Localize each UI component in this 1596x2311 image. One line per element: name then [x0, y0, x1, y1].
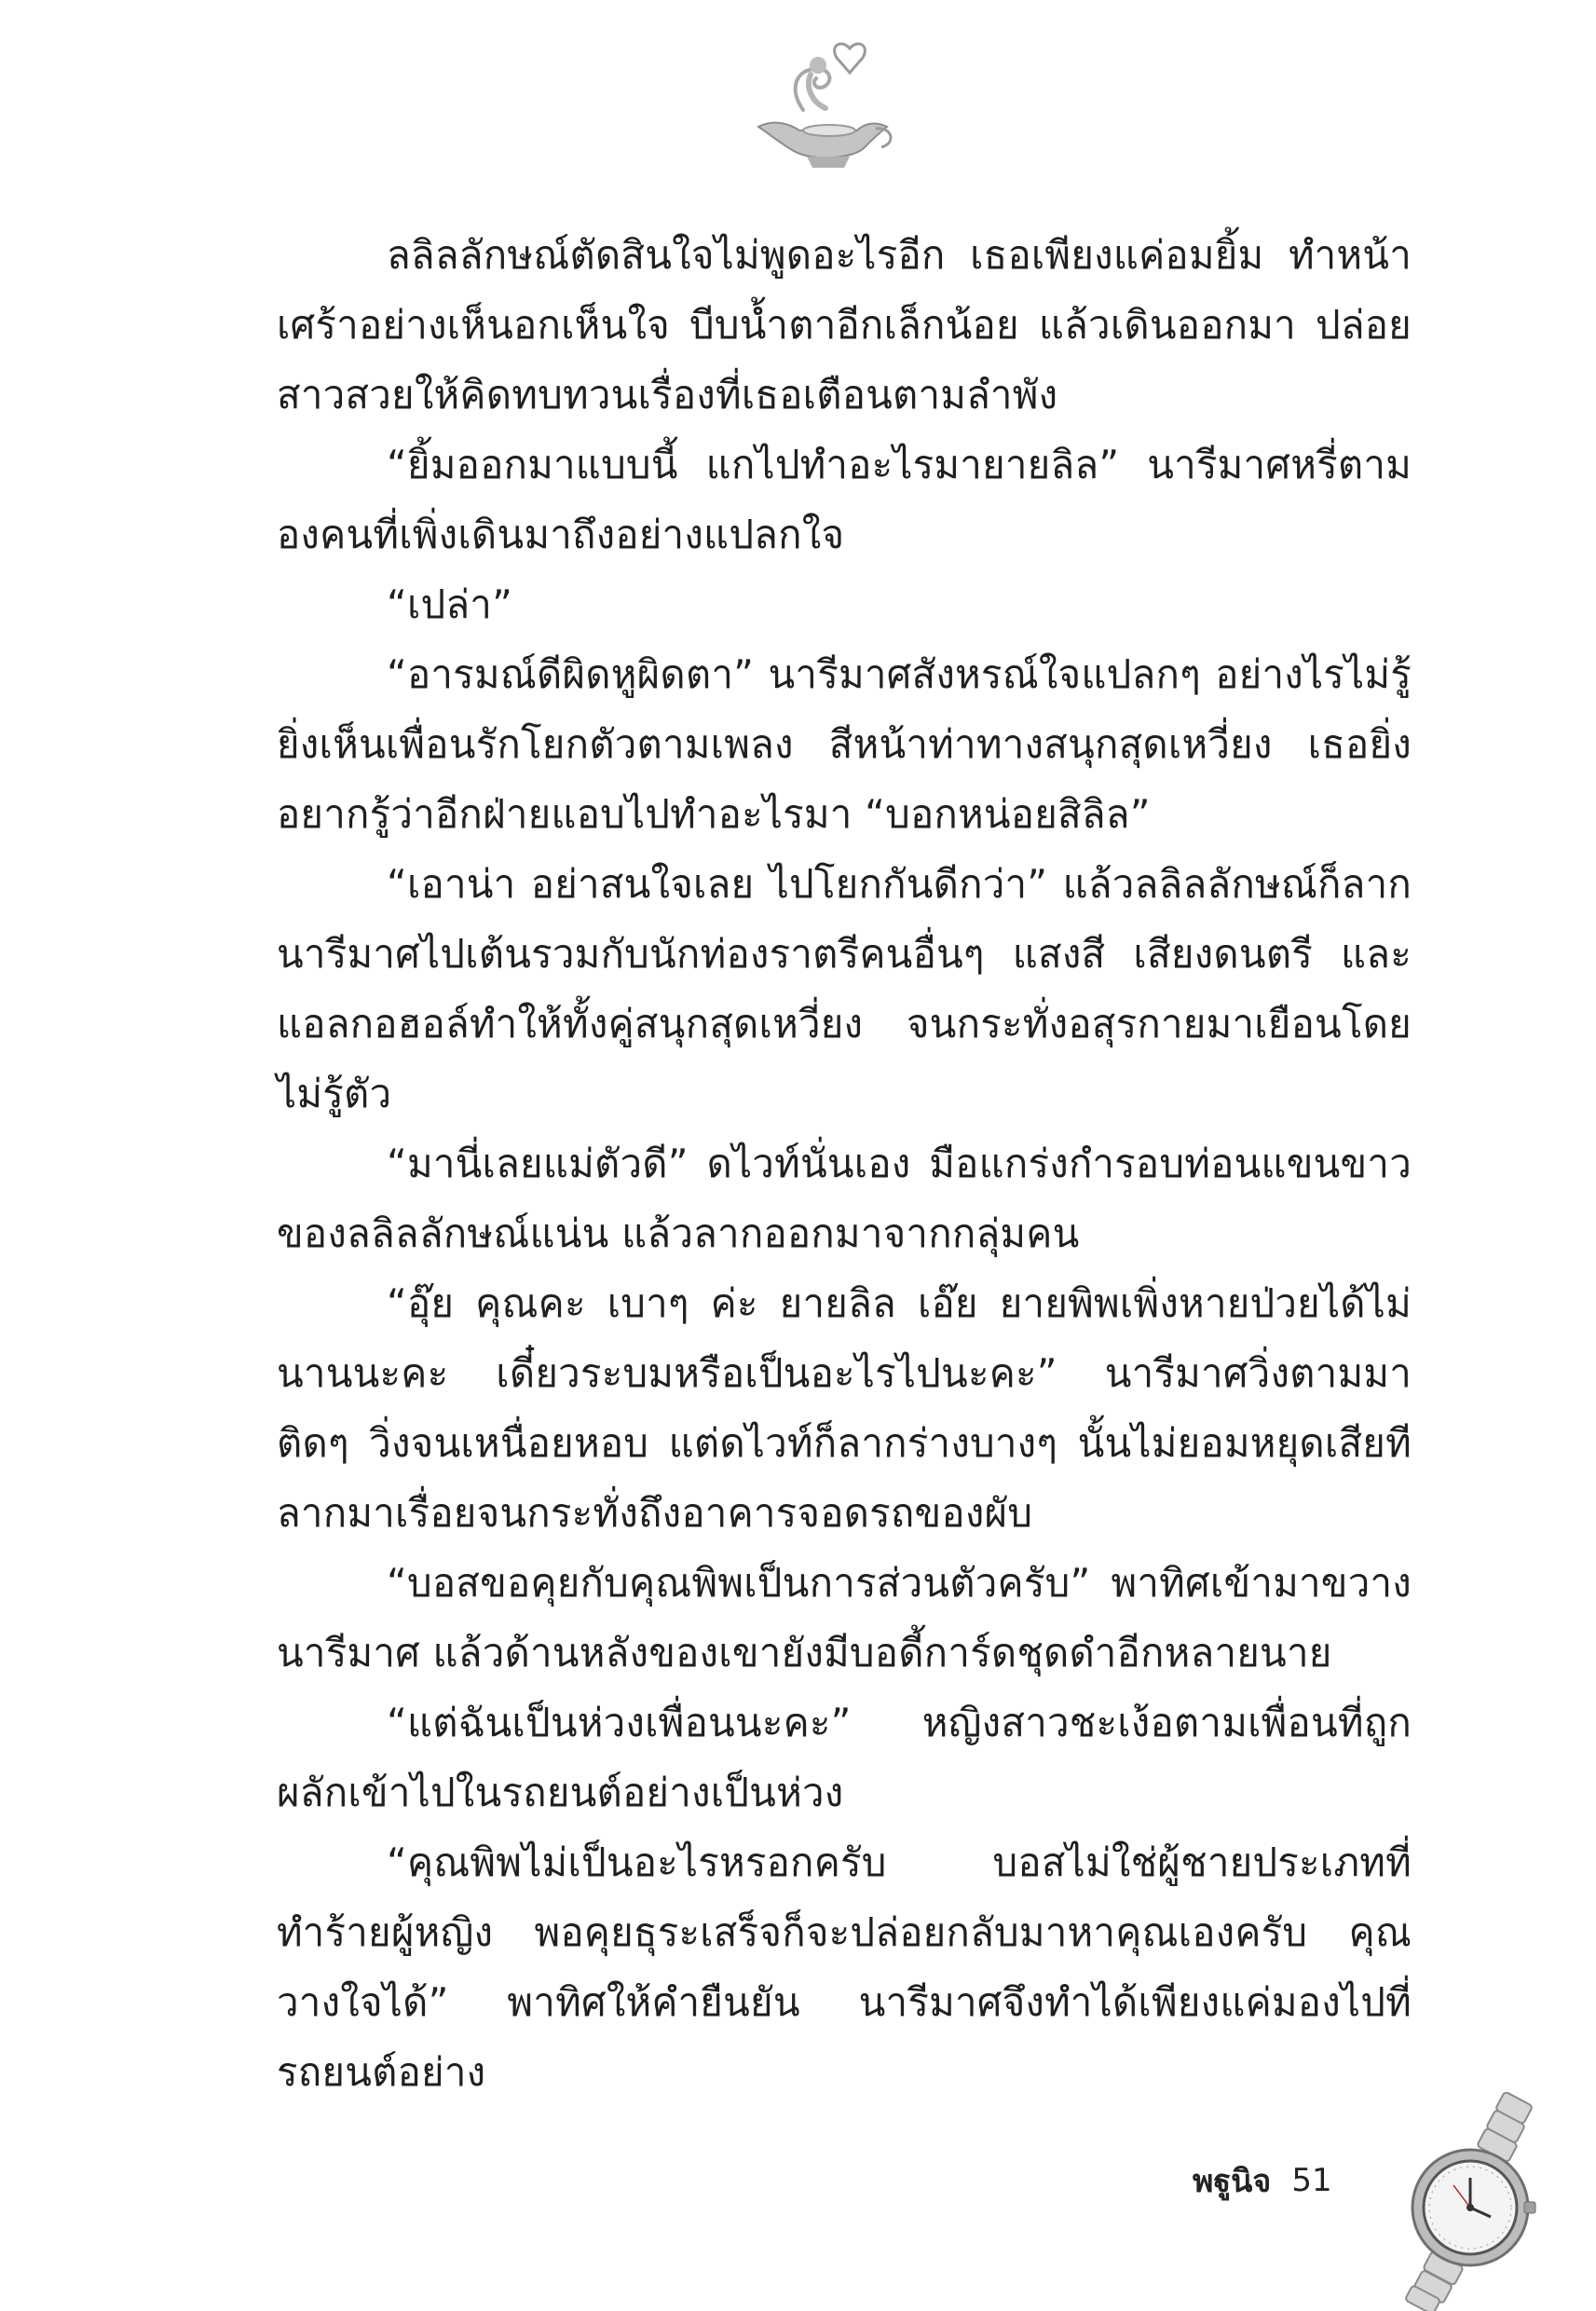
paragraph: ลลิลลักษณ์ตัดสินใจไม่พูดอะไรอีก เธอเพียงแค่อมยิ้ม ทำหน้าเศร้าอย่างเห็นอกเห็นใจ บีบน้ำตาอีกเล็กน้อย แล้วเดินออกมา ปล่อยสาวสวยให้คิดทบทวนเรื่องที่เธอเตือนตามลำพัง — [277, 232, 1412, 417]
wristwatch-icon — [1388, 2092, 1565, 2311]
body-text — [277, 220, 1412, 2107]
paragraph: “ยิ้มออกมาแบบนี้ แกไปทำอะไรมายายลิล” นารีมาศหรี่ตามองคนที่เพิ่งเดินมาถึงอย่างแปลกใจ — [277, 442, 1412, 557]
book-title: พฐูนิจ — [1193, 2163, 1272, 2200]
paragraph: “บอสขอคุยกับคุณพิพเป็นการส่วนตัวครับ” พาทิศเข้ามาขวางนารีมาศ แล้วด้านหลังของเขายังมีบอดี้การ์ดชุดดำอีกหลายนาย — [277, 1560, 1412, 1675]
genie-lamp-icon — [745, 37, 904, 177]
paragraph: “แต่ฉันเป็นห่วงเพื่อนนะคะ” หญิงสาวชะเง้อตามเพื่อนที่ถูกผลักเข้าไปในรถยนต์อย่างเป็นห่วง — [277, 1700, 1412, 1815]
page-number: 51 — [1291, 2162, 1332, 2199]
paragraph: “เปล่า” — [387, 581, 513, 627]
paragraph: “มานี่เลยแม่ตัวดี” ดไวท์นั่นเอง มือแกร่งกำรอบท่อนแขนขาวของลลิลลักษณ์แน่น แล้วลากออกมาจากกลุ่มคน — [277, 1141, 1412, 1256]
paragraph: “อุ๊ย คุณคะ เบาๆ ค่ะ ยายลิล เอ๊ย ยายพิพเพิ่งหายป่วยได้ไม่นานนะคะ เดี๋ยวระบมหรือเป็นอะไรไปนะคะ” นารีมาศวิ่งตามมาติดๆ วิ่งจนเหนื่อยหอบ แต่ดไวท์ก็ลากร่างบางๆ นั้นไม่ยอมหยุดเสียที ลากมาเรื่อยจนกระทั่งถึงอาคารจอดรถของผับ — [277, 1280, 1412, 1536]
paragraph: “เอาน่า อย่าสนใจเลย ไปโยกกันดีกว่า” แล้วลลิลลักษณ์ก็ลากนารีมาศไปเต้นรวมกับนักท่องราตรีคนอื่นๆ แสงสี เสียงดนตรี และแอลกอฮอล์ทำให้ทั้งคู่สนุกสุดเหวี่ยง จนกระทั่งอสุรกายมาเยือนโดยไม่รู้ตัว — [277, 861, 1412, 1116]
paragraph: “คุณพิพไม่เป็นอะไรหรอกครับ บอสไม่ใช่ผู้ชายประเภทที่ทำร้ายผู้หญิง พอคุยธุระเสร็จก็จะปล่อยกลับมาหาคุณเองครับ คุณวางใจได้” พาทิศให้คำยืนยัน นารีมาศจึงทำได้เพียงแค่มองไปที่รถยนต์อย่าง — [277, 1839, 1412, 2095]
page-footer — [1193, 2153, 1332, 2208]
paragraph: “อารมณ์ดีผิดหูผิดตา” นารีมาศสังหรณ์ใจแปลกๆ อย่างไรไม่รู้ ยิ่งเห็นเพื่อนรักโยกตัวตามเพลง สีหน้าท่าทางสนุกสุดเหวี่ยง เธอยิ่งอยากรู้ว่าอีกฝ่ายแอบไปทำอะไรมา “บอกหน่อยสิลิล” — [277, 651, 1412, 837]
